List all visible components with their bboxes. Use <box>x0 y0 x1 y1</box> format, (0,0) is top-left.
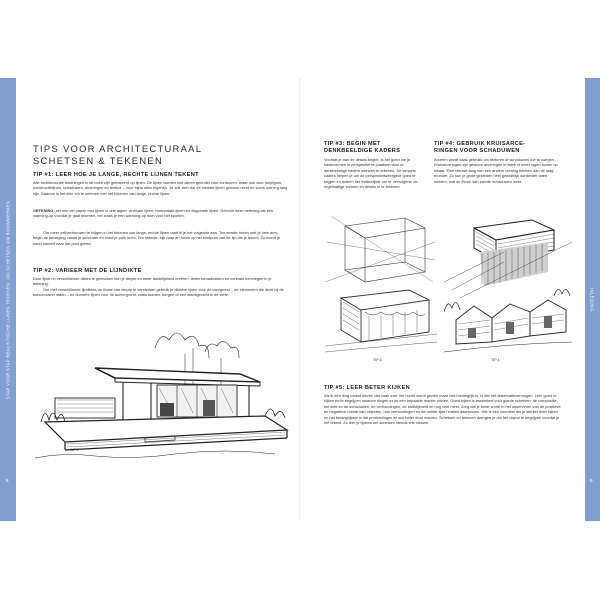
tip3-heading <box>324 141 400 155</box>
right-page-number: 9 <box>590 478 593 483</box>
book-gutter <box>299 78 301 521</box>
tip1-heading: TIP #1: LEER HOE JE LANGE, RECHTE LIJNEN TEKENT <box>33 172 199 178</box>
tip3-heading-line2: DENKBEELDIGE KADERS <box>324 148 401 154</box>
left-running-header: STAP VOOR STAP REALISTISCHE LIJNEN TEKENEN: 100 SCHETSEN OM BOUWWERKEN <box>5 200 11 400</box>
page-title-line1: TIPS VOOR ARCHITECTURAAL <box>33 143 203 154</box>
tip5-heading: TIP #5: LEER BETER KIJKEN <box>324 385 411 391</box>
page-title <box>33 143 202 167</box>
tip4-figure-label: TIP 4 <box>491 358 500 362</box>
tip1-body: Alle architecturale tekeningen in dit boek zijn gebaseerd op lijnen. De lijnen worden niet alleen gebruikt voor contouren, maar ook voor hulplijnen, constructielijnen, schaduwen, arceringen en textuur – voor bijna alles eigenlijk. Je zult zien dat de meeste lijnen gewoon recht en soms ook erg lang zijn. Daarom is het slim om te oefenen met het tekenen van lange, rechte lijnen. <box>33 180 288 196</box>
tip4-heading-line1: TIP #4: GEBRUIK KRUISARCE- <box>434 141 526 147</box>
left-page-number: 8 <box>6 478 9 483</box>
tip4-crosshatch-sketch <box>444 212 572 360</box>
tip3-heading-line1: TIP #3: BEGIN MET <box>324 141 381 147</box>
tip3-body: Voordat je aan de details begint, is het goed om je basisvormen in perspectief te plaatsen door er denkbeeldige kaders omheen te tekenen. De simpele kaders helpen je om de perspectiefweergave goed te krijgen en maken het makkelijker om er vervolgens on-regelmatige vormen en details in te tekenen. <box>324 157 419 190</box>
tip4-heading <box>434 141 525 155</box>
tip1-exercise <box>33 208 288 219</box>
tip4-body: Arceren wordt vaak gebruikt om texturen of schaduwen toe te voegen. Kruisarceringen zijn gewoon arceringen in twee of meer lagen boven op elkaar. Elke nieuwe laag met een andere richting hebben dan de laag eronder. Zo kun je grote gebieden heel geleidelijk donkerder laten worden, wat de illusie van zachte schaduwen wekt. <box>434 157 558 184</box>
tip2-body: Door lijnen in verschillende diktes te gebruiken kun je diepte en meer duidelijkheid creëren, delen benadrukken en contrast toevoegen in je tekening. <box>33 276 272 287</box>
tip2-body2: Om met verschillende lijndiktes de illusie van diepte te versterken gebruik je dikkere lijnen voor de voorgrond – de elementen die dicht bij de toeschouwer staan – en dunnere lijnen voor de achtergrond, zoals bomen, bergen of een stadsgezicht in de verte. <box>33 287 284 298</box>
exercise-body: zet een vel papier met lijnen in drie lagen: verticale lijnen, horizontale lijnen en diagonale lijnen. Gebruik deze oefening als een warming-up voordat je gaat tekenen, net zoals je een warming-up doet voor het sporten. <box>33 208 274 219</box>
exercise-label: OEFENING: <box>33 208 55 213</box>
tip2-figure-label: TIP 2 <box>70 448 79 452</box>
tip2-heading: TIP #2: VARIEER MET DE LIJNDIKTE <box>33 268 142 274</box>
tip4-heading-line2: RINGEN VOOR SCHADUWEN <box>434 148 520 154</box>
page-title-line2: SCHETSEN & TEKENEN <box>33 155 164 166</box>
right-running-header: INLEIDING <box>589 288 595 312</box>
tip5-body: Als ik één ding moest kiezen dat vaak over het hoofd wordt gezien maar heel belangrijk is, is dat het observatievermogen. Leer goed te kijken en te begrijpen waarom dingen er zo een bepaalde manier uitzien. Goed kijken is essentieel voor goede schetsen: de compositie, het licht en de schaduwen, de verhoudingen, de stofstijkheid en nog veel meer. Zorg dat je beter wordt in het observeren van de positieve en negatieve ruimte van objecten, hun verhoudingen en de ruimte-lijke relaties daartussen. Het is een voordeel als je sterker leert kijken en het belangrijkste is dat je tekeningen er ook beter door worden. Schetsen en tekenen dwingen je om het object te begrijpen voordat je het tekent. Zo leer je tijdens het schetsen steeds iets nieuws. <box>324 393 561 426</box>
tip3-perspective-box-sketch <box>325 212 437 358</box>
tip1-body2: Om meer zelfvertrouwen te krijgen in het tekenen van lange, rechte lijnen raad ik je het volgende aan. Ten eerste: teken met je hele arm; begin de beweging vanuit je schouder en houd je pols recht. Ten tweede: kijk naar en focus op het eindpunt van de lijn die je tekent. Zo wordt je hand vanzelf naar dat punt geleid. <box>33 230 280 246</box>
tip3-figure-label: TIP 3 <box>373 358 382 362</box>
